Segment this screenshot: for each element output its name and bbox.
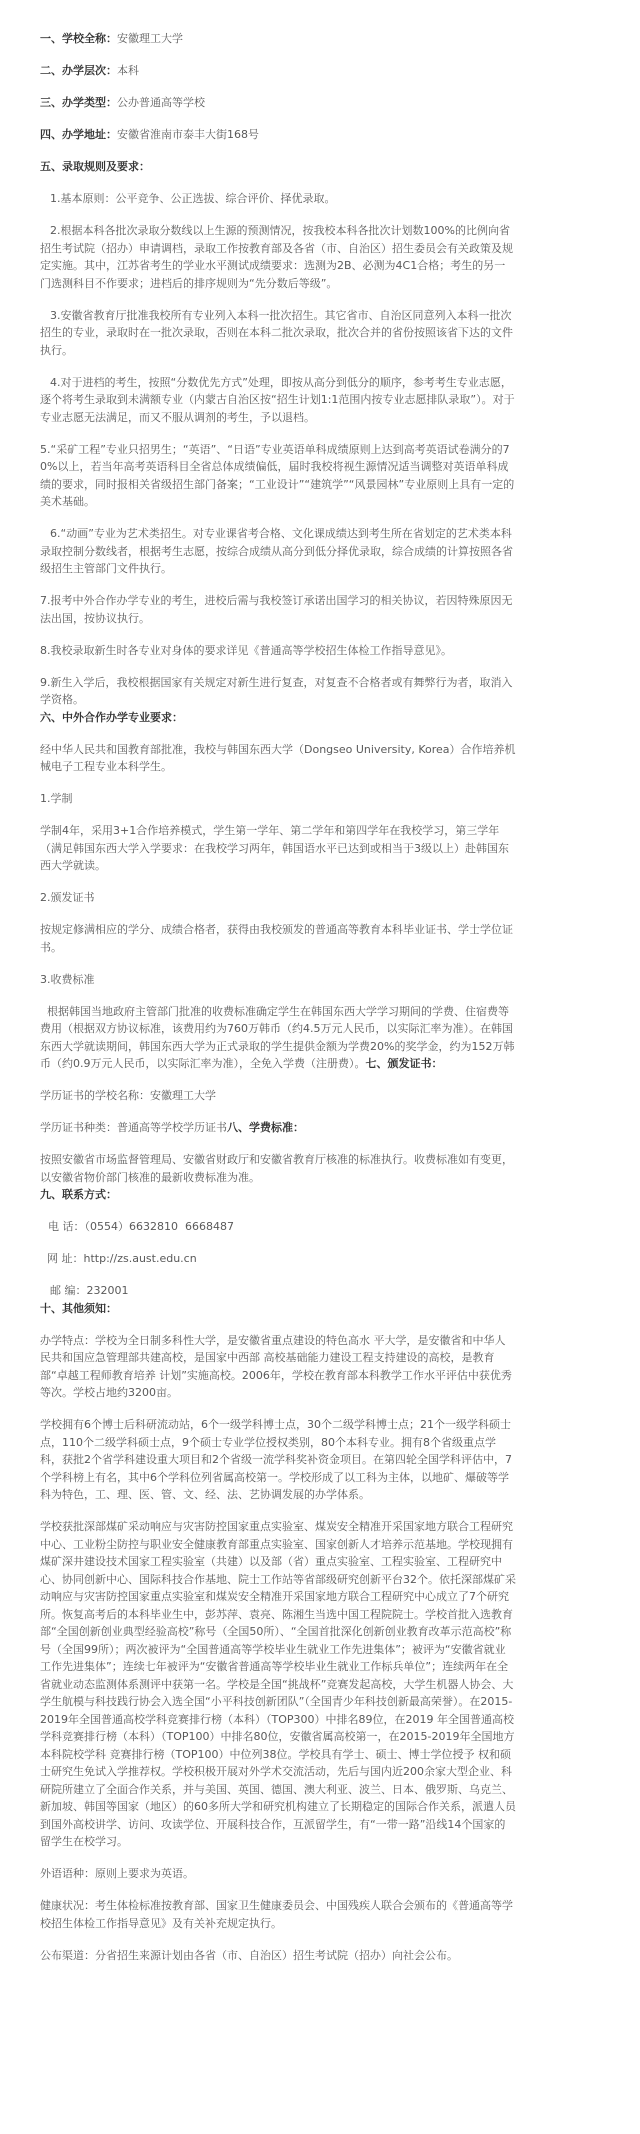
school-type-value: 公办普通高等学校 [117,96,205,109]
certificate-type: 学历证书种类：普通高等学校学历证书 [40,1121,227,1134]
school-type-label: 三、办学类型： [40,96,117,109]
phone-value: （0554）6632810 6668487 [84,1220,234,1233]
admission-rule: 4.对于进档的考生，按照“分数优先方式”处理，即按从高分到低分的顺序，参考考生专业志愿，逐个将考生录取到未满额专业（内蒙古自治区按“招生计划1:1范围内按专业志愿排队录取”）。对于专业志愿无法满足，而又不服从调剂的考生，予以退档。 [40,375,515,424]
school-address-line [40,126,516,144]
school-address-value: 安徽省淮南市泰丰大街168号 [117,128,259,141]
school-research: 学校获批深部煤矿采动响应与灾害防控国家重点实验室、煤炭安全精准开采国家地方联合工程研究中心、工业粉尘防控与职业安全健康教育部重点实验室、国家创新人才培养示范基地。学校现拥有煤矿深井建设技术国家工程实验室（共建）以及部（省）重点实验室、工程实验室、工程研究中心、协同创新中心、国际科技合作基地、院士工作站等省部级研究创新平台32个。依托深部煤矿采动响应与灾害防控国家重点实验室和煤炭安全精准开采国家地方联合工程研究中心成立了7个研究所。恢复高考后的本科毕业生中，彭苏萍、袁亮、陈湘生当选中国工程院院士。学校首批入选教育部“全国创新创业典型经验高校”称号（全国50所）、“全国首批深化创新创业教育改革示范高校”称号（全国99所）；两次被评为“全国普通高等学校毕业生就业工作先进集体”；被评为“安徽省就业工作先进集体”；连续七年被评为“安徽省普通高等学校毕业生就业工作标兵单位”；连续两年在全省就业动态监测体系测评中获第一名。学校是全国“挑战杯”竞赛发起高校，大学生机器人协会、大学生航模与科技践行协会入选全国“小平科技创新团队”（全国青少年科技创新最高荣誉）。在2015-2019年全国普通高校学科竞赛排行榜（本科）（TOP300）中排名89位，在2019 年全国普通高校学科竞赛排行榜（本科）（TOP100）中排名80位，安徽省属高校第一，在2015-2019年全国地方本科院校学科 竞赛排行榜（TOP100）中位列38位。学校具有学士、硕士、博士学位授予 权和硕士研究生免试入学推荐权。学校积极开展对外学术交流活动，先后与国内近200余家大型企业、科研院所建立了全面合作关系，并与美国、英国、德国、澳大利亚、波兰、日本、俄罗斯、乌克兰、新加坡、韩国等国家（地区）的60多所大学和研究机构建立了长期稳定的国际合作关系，派遣人员到国外高校讲学、访问、攻读学位、开展科技合作，互派留学生，有“一带一路”沿线14个国家的留学生在校学习。 [40,1520,516,1848]
postcode-label: 邮 编： [50,1284,87,1297]
website-label: 网 址： [47,1252,84,1265]
duration-title: 1.学制 [40,792,73,805]
website-value: http://zs.aust.edu.cn [83,1252,197,1265]
publication-channel: 公布渠道：分省招生来源计划由各省（市、自治区）招生考试院（招办）向社会公布。 [40,1948,458,1962]
sino-foreign-intro: 经中华人民共和国教育部批准，我校与韩国东西大学（Dongseo University, Korea）合作培养机械电子工程专业本科学生。 [40,742,516,773]
admission-rule: 1.基本原则：公平竞争、公正选拔、综合评价、择优录取。 [50,192,336,205]
sino-foreign-heading: 六、中外合作办学专业要求： [40,710,183,724]
certificate-school-name: 学历证书的学校名称：安徽理工大学 [40,1089,216,1102]
certificates-heading: 七、颁发证书： [365,1057,443,1070]
contact-phone [40,1218,516,1236]
admission-rule: 5.“采矿工程”专业只招男生；“英语”、“日语”专业英语单科成绩原则上达到高考英语试卷满分的70%以上，若当年高考英语科目全省总体成绩偏低，届时我校将视生源情况适当调整对英语单科成绩的要求，同时报相关省级招生部门备案；“工业设计”“建筑学”“风景园林”专业原则上具有一定的美术基础。 [40,442,515,508]
contact-postcode [40,1282,516,1300]
admission-heading: 五、录取规则及要求： [40,160,150,173]
duration-text: 学制4年，采用3+1合作培养模式，学生第一学年、第二学年和第四学年在我校学习，第三学年（满足韩国东西大学入学要求：在我校学习两年，韩国语水平已达到或相当于3级以上）赴韩国东西大学就读。 [40,824,509,872]
foreign-language: 外语语种：原则上要求为英语。 [40,1867,194,1880]
postcode-value: 232001 [86,1284,129,1297]
fee-title: 3.收费标准 [40,972,95,986]
contact-heading: 九、联系方式： [40,1188,117,1201]
other-heading: 十、其他须知： [40,1301,117,1315]
school-features: 办学特点：学校为全日制多科性大学，是安徽省重点建设的特色高水 平大学，是安徽省和中华人民共和国应急管理部共建高校，是国家中西部 高校基础能力建设工程支持建设的高校，是教育部“卓越工程师教育培养 计划”实施高校。2006年，学校在教育部本科教学工作水平评估中获优秀 等次。学校占地约3200亩。 [40,1333,512,1399]
contact-website [40,1250,516,1268]
admission-rule: 3.安徽省教育厅批准我校所有专业列入本科一批次招生。其它省市、自治区同意列入本科一批次招生的专业，录取时在一批次录取，否则在本科二批次录取，批次合并的省份按照该省下达的文件执行。 [40,308,513,357]
tuition-heading: 八、学费标准： [227,1121,304,1134]
school-address-label: 四、办学地址： [40,128,117,141]
school-name-label: 一、学校全称： [40,32,117,45]
school-name-value: 安徽理工大学 [117,32,183,45]
school-level-line [40,62,516,80]
fee-text: 根据韩国当地政府主管部门批准的收费标准确定学生在韩国东西大学学习期间的学费、住宿费等费用（根据双方协议标准，该费用约为760万韩币（约4.5万元人民币，以实际汇率为准）。在韩国东西大学就读期间，韩国东西大学为正式录取的学生提供金额为学费20%的奖学金，约为152万韩币（约0.9万元人民币，以实际汇率为准），全免入学费（注册费）。 [40,1004,515,1070]
school-level-value: 本科 [117,64,139,77]
certificate-text: 按规定修满相应的学分、成绩合格者，获得由我校颁发的普通高等教育本科毕业证书、学士学位证书。 [40,923,513,954]
school-type-line [40,94,516,112]
school-disciplines: 学校拥有6个博士后科研流动站，6个一级学科博士点，30个二级学科博士点；21个一级学科硕士点，110个二级学科硕士点，9个硕士专业学位授权类别，80个本科专业。拥有8个省级重点学科，获批2个省学科建设重大项目和2个省级一流学科奖补资金项目。在第四轮全国学科评估中，7个学科榜上有名，其中6个学科位列省属高校第一。学校形成了以工科为主体，以地矿、爆破等学科为特色，工、理、医、管、文、经、法、艺协调发展的办学体系。 [40,1418,512,1501]
health-requirements: 健康状况：考生体检标准按教育部、国家卫生健康委员会、中国残疾人联合会颁布的《普通高等学校招生体检工作指导意见》及有关补充规定执行。 [40,1899,513,1930]
fee-paragraph [40,1003,516,1073]
certificate-type-paragraph [40,1119,516,1137]
school-level-label: 二、办学层次： [40,64,117,77]
school-name-line [40,30,516,48]
admission-rule: 8.我校录取新生时各专业对身体的要求详见《普通高等学校招生体检工作指导意见》。 [40,643,452,657]
tuition-text: 按照安徽省市场监督管理局、安徽省财政厅和安徽省教育厅核准的标准执行。收费标准如有变更，以安徽省物价部门核准的最新收费标准为准。 [40,1153,513,1184]
admission-rule: 7.报考中外合作办学专业的考生，进校后需与我校签订承诺出国学习的相关协议，若因特殊原因无法出国，按协议执行。 [40,594,513,625]
admission-rule: 2.根据本科各批次录取分数线以上生源的预测情况，按我校本科各批次计划数100%的比例向省招生考试院（招办）申请调档，录取工作按教育部及各省（市、自治区）招生委员会有关政策及规定实施。其中，江苏省考生的学业水平测试成绩要求：选测为2B、必测为4C1合格；考生的另一门选测科目不作要求；进档后的排序规则为“先分数后等级”。 [40,224,513,290]
certificate-title: 2.颁发证书 [40,891,95,904]
phone-label: 电 话： [48,1220,85,1233]
admission-rule: 9.新生入学后，我校根据国家有关规定对新生进行复查，对复查不合格者或有舞弊行为者，取消入学资格。 [40,675,513,706]
admission-rule: 6.“动画”专业为艺术类招生。对专业课省考合格、文化课成绩达到考生所在省划定的艺术类本科录取控制分数线者，根据考生志愿，按综合成绩从高分到低分择优录取，综合成绩的计算按照各省级招生主管部门文件执行。 [40,527,513,575]
